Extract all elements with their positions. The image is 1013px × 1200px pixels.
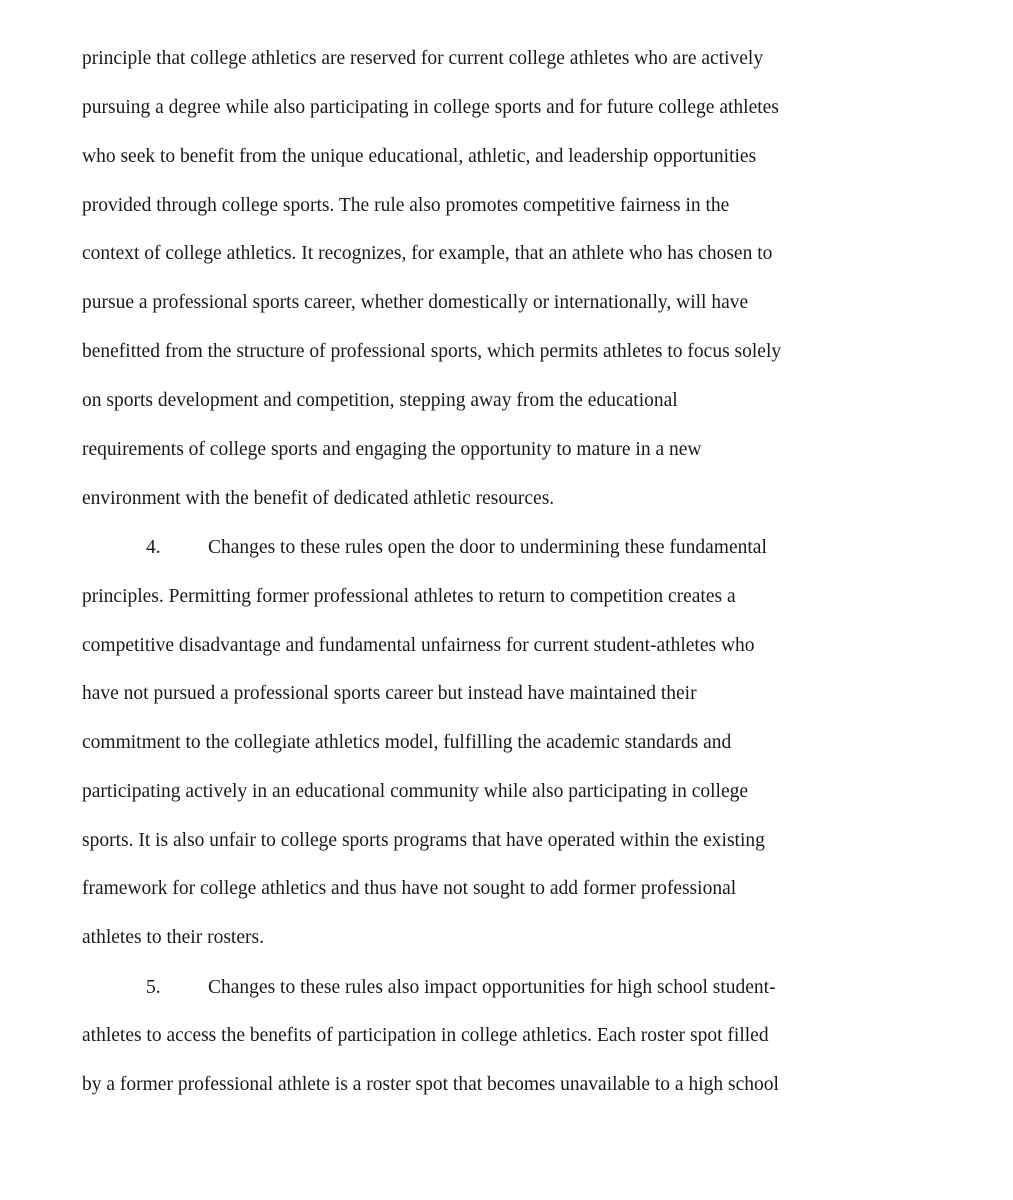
paragraph-3-line-9: requirements of college sports and engaging the opportunity to mature in a new (82, 439, 702, 460)
paragraph-4-line-8: framework for college athletics and thus have not sought to add former professional (82, 878, 737, 899)
paragraph-5-line-1: Changes to these rules also impact opportunities for high school student- (208, 977, 776, 998)
paragraph-4-first-line (146, 536, 767, 560)
paragraph-5-line-2: athletes to access the benefits of participation in college athletics. Each roster spot filled (82, 1025, 769, 1046)
paragraph-4-number: 4. (146, 537, 161, 558)
paragraph-3-line-10: environment with the benefit of dedicated athletic resources. (82, 488, 555, 509)
paragraph-3-line-7: benefitted from the structure of professional sports, which permits athletes to focus solely (82, 341, 782, 362)
paragraph-4-line-3: competitive disadvantage and fundamental unfairness for current student-athletes who (82, 635, 755, 656)
paragraph-3-line-4: provided through college sports. The rule also promotes competitive fairness in the (82, 195, 730, 216)
paragraph-3-line-3: who seek to benefit from the unique educational, athletic, and leadership opportunities (82, 146, 757, 167)
paragraph-5-number: 5. (146, 977, 161, 998)
paragraph-3-line-6: pursue a professional sports career, whether domestically or internationally, will have (82, 292, 749, 313)
paragraph-4-line-4: have not pursued a professional sports career but instead have maintained their (82, 683, 697, 704)
paragraph-3-line-1: principle that college athletics are reserved for current college athletes who are actively (82, 48, 764, 69)
paragraph-4-line-6: participating actively in an educational community while also participating in college (82, 781, 749, 802)
paragraph-3-line-8: on sports development and competition, stepping away from the educational (82, 390, 678, 411)
paragraph-5-first-line (146, 976, 776, 1000)
paragraph-5-line-3: by a former professional athlete is a roster spot that becomes unavailable to a high school (82, 1074, 779, 1095)
paragraph-4-line-9: athletes to their rosters. (82, 927, 264, 948)
paragraph-4-line-5: commitment to the collegiate athletics model, fulfilling the academic standards and (82, 732, 732, 753)
paragraph-4-line-7: sports. It is also unfair to college sports programs that have operated within the existing (82, 830, 765, 851)
paragraph-4-line-2: principles. Permitting former professional athletes to return to competition creates a (82, 586, 736, 607)
paragraph-3-line-5: context of college athletics. It recognizes, for example, that an athlete who has chosen to (82, 243, 773, 264)
paragraph-4-line-1: Changes to these rules open the door to undermining these fundamental (208, 537, 767, 558)
paragraph-3-line-2: pursuing a degree while also participating in college sports and for future college athletes (82, 97, 779, 118)
